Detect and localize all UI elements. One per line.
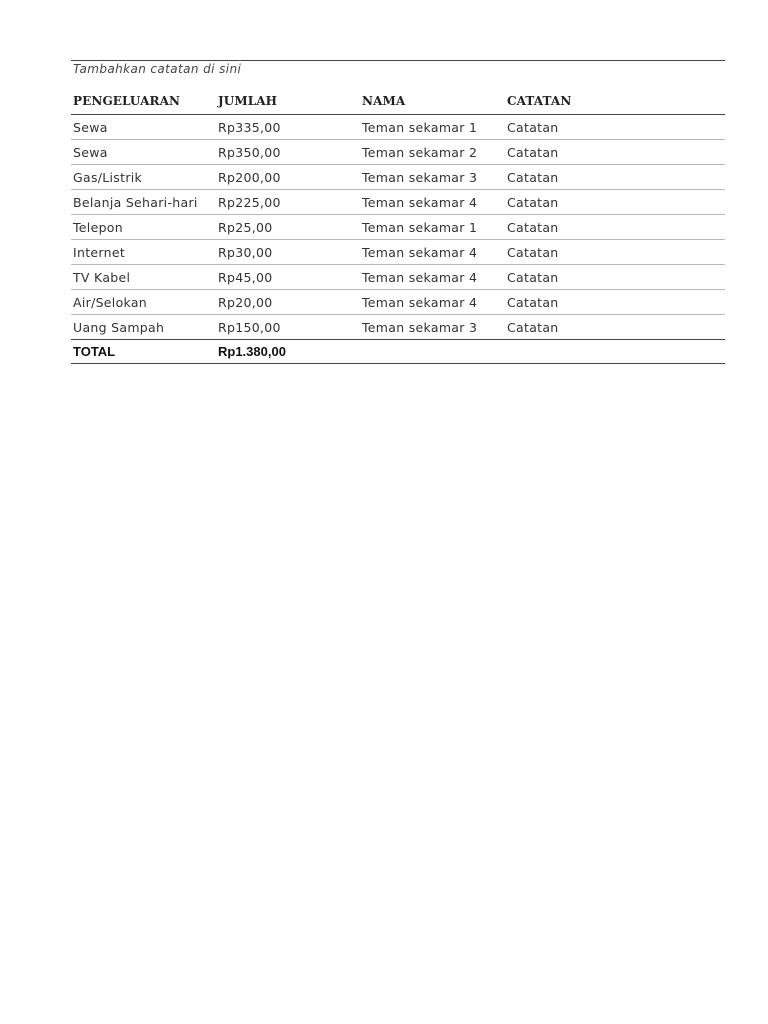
total-row (71, 340, 725, 364)
expense-cell[interactable]: Gas/Listrik (71, 165, 216, 190)
table-body (71, 115, 725, 340)
note-cell[interactable]: Catatan (505, 165, 725, 190)
table-header (71, 83, 725, 115)
name-cell[interactable]: Teman sekamar 1 (360, 215, 505, 240)
note-cell[interactable]: Catatan (505, 190, 725, 215)
table-row (71, 165, 725, 190)
name-cell[interactable]: Teman sekamar 1 (360, 115, 505, 140)
header-catatan: CATATAN (505, 83, 725, 115)
name-cell[interactable]: Teman sekamar 4 (360, 265, 505, 290)
header-nama: NAMA (360, 83, 505, 115)
amount-cell[interactable]: Rp45,00 (216, 265, 360, 290)
expense-cell[interactable]: Air/Selokan (71, 290, 216, 315)
name-cell[interactable]: Teman sekamar 3 (360, 315, 505, 340)
table-footer (71, 340, 725, 364)
expense-cell[interactable]: TV Kabel (71, 265, 216, 290)
amount-cell[interactable]: Rp20,00 (216, 290, 360, 315)
note-cell[interactable]: Catatan (505, 240, 725, 265)
total-label: TOTAL (71, 340, 216, 364)
amount-cell[interactable]: Rp350,00 (216, 140, 360, 165)
table-row (71, 115, 725, 140)
amount-cell[interactable]: Rp30,00 (216, 240, 360, 265)
header-pengeluaran: PENGELUARAN (71, 83, 216, 115)
add-note-text[interactable]: Tambahkan catatan di sini (73, 62, 242, 76)
expense-cell[interactable]: Uang Sampah (71, 315, 216, 340)
note-cell[interactable]: Catatan (505, 140, 725, 165)
expense-cell[interactable]: Telepon (71, 215, 216, 240)
table-row (71, 140, 725, 165)
total-empty-cell (360, 340, 505, 364)
name-cell[interactable]: Teman sekamar 4 (360, 190, 505, 215)
name-cell[interactable]: Teman sekamar 3 (360, 165, 505, 190)
note-cell[interactable]: Catatan (505, 215, 725, 240)
header-row (71, 83, 725, 115)
name-cell[interactable]: Teman sekamar 4 (360, 290, 505, 315)
header-jumlah: JUMLAH (216, 83, 360, 115)
total-amount: Rp1.380,00 (216, 340, 360, 364)
note-cell[interactable]: Catatan (505, 115, 725, 140)
amount-cell[interactable]: Rp150,00 (216, 315, 360, 340)
note-line (71, 60, 725, 83)
expense-document (71, 60, 725, 364)
amount-cell[interactable]: Rp25,00 (216, 215, 360, 240)
amount-cell[interactable]: Rp335,00 (216, 115, 360, 140)
note-cell[interactable]: Catatan (505, 315, 725, 340)
table-row (71, 240, 725, 265)
table-row (71, 290, 725, 315)
note-cell[interactable]: Catatan (505, 290, 725, 315)
note-cell[interactable]: Catatan (505, 265, 725, 290)
name-cell[interactable]: Teman sekamar 4 (360, 240, 505, 265)
expense-cell[interactable]: Sewa (71, 140, 216, 165)
expense-cell[interactable]: Belanja Sehari-hari (71, 190, 216, 215)
total-empty-cell (505, 340, 725, 364)
table-row (71, 265, 725, 290)
table-row (71, 190, 725, 215)
expense-table (71, 83, 725, 364)
amount-cell[interactable]: Rp200,00 (216, 165, 360, 190)
name-cell[interactable]: Teman sekamar 2 (360, 140, 505, 165)
table-row (71, 315, 725, 340)
expense-cell[interactable]: Internet (71, 240, 216, 265)
expense-cell[interactable]: Sewa (71, 115, 216, 140)
amount-cell[interactable]: Rp225,00 (216, 190, 360, 215)
table-row (71, 215, 725, 240)
